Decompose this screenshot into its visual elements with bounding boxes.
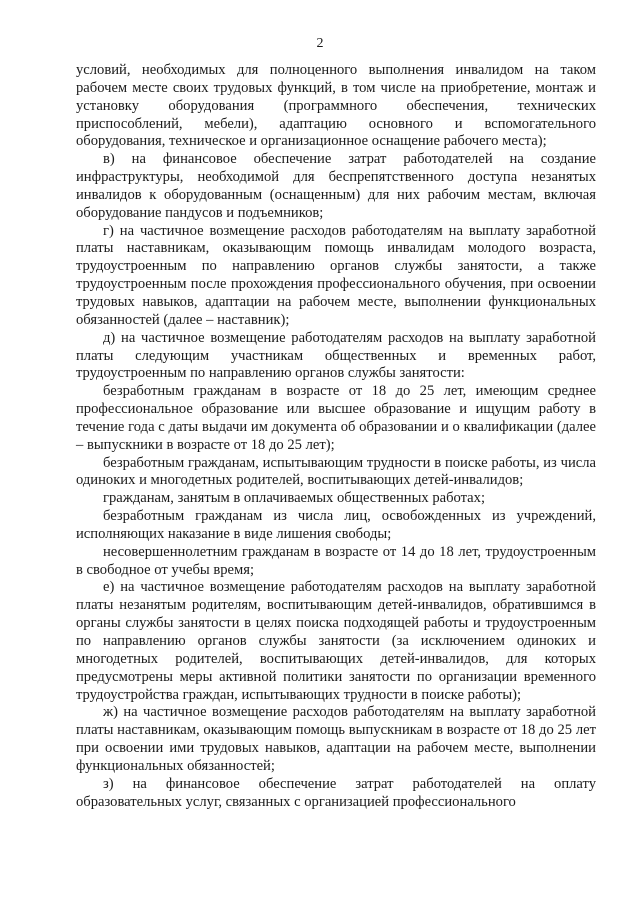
paragraph-item-d: д) на частичное возмещение работодателям расходов на выплату заработной платы следующим участникам общественных и временных работ, трудоустроенным по направлению органов службы занятости: [76, 329, 596, 382]
page-number: 2 [316, 36, 324, 51]
paragraph-subitem-parents: безработным гражданам, испытывающим трудности в поиске работы, из числа одиноких и многодетных родителей, воспитывающих детей-инвалидов; [76, 454, 596, 489]
paragraph-item-z: з) на финансовое обеспечение затрат работодателей на оплату образовательных услуг, связанных с организацией профессионального [76, 775, 596, 810]
paragraph-subitem-released: безработным гражданам из числа лиц, освобожденных из учреждений, исполняющих наказание в виде лишения свободы; [76, 508, 596, 542]
paragraph-item-v: в) на финансовое обеспечение затрат работодателей на создание инфраструктуры, необходимой для беспрепятственного доступа незанятых инвалидов к оборудованным (оснащенным) для них рабочим местам, включая оборудование пандусов и подъемников; [76, 151, 596, 221]
paragraph-subitem-minors: несовершеннолетним гражданам в возрасте от 14 до 18 лет, трудоустроенным в свободное от учебы время; [76, 543, 596, 578]
paragraph-continuation: условий, необходимых для полноценного выполнения инвалидом на таком рабочем месте своих трудовых функций, в том числе на приобретение, монтаж и установку оборудования (программного обеспечения, технических приспособлений, мебели), адаптацию основного и вспомогательного оборудования, техническое и организационное оснащение рабочего места); [76, 62, 596, 150]
paragraph-item-e: е) на частичное возмещение работодателям расходов на выплату заработной платы незанятым родителям, воспитывающим детей-инвалидов, обратившимся в органы службы занятости в целях поиска подходящей работы и трудоустроенным по направлению органов службы занятости (за исключением одиноких и многодетных родителей, воспитывающих детей-инвалидов, для которых предусмотрены меры активной политики занятости по организации временного трудоустройства граждан, испытывающих трудности в поиске работы); [76, 579, 596, 703]
paragraph-subitem-public-works: гражданам, занятым в оплачиваемых общественных работах; [103, 490, 486, 507]
paragraph-item-zh: ж) на частичное возмещение расходов работодателям на выплату заработной платы наставникам, оказывающим помощь выпускникам в возрасте от 18 до 25 лет при освоении ими трудовых навыков, адаптации на рабочем месте, выполнении функциональных обязанностей; [76, 704, 596, 774]
paragraph-subitem-graduates: безработным гражданам в возрасте от 18 до 25 лет, имеющим среднее профессиональное образование или высшее образование и ищущим работу в течение года с даты выдачи им документа об образовании и о квалификации (далее – выпускники в возрасте от 18 до 25 лет); [76, 383, 596, 453]
document-body [76, 62, 596, 811]
paragraph-item-g: г) на частичное возмещение расходов работодателям на выплату заработной платы наставникам, оказывающим помощь инвалидам молодого возраста, трудоустроенным по направлению органов службы занятости, а также трудоустроенным после прохождения профессионального обучения, при освоении трудовых навыков, адаптации на рабочем месте, выполнении функциональных обязанностей (далее – наставник); [76, 222, 596, 328]
